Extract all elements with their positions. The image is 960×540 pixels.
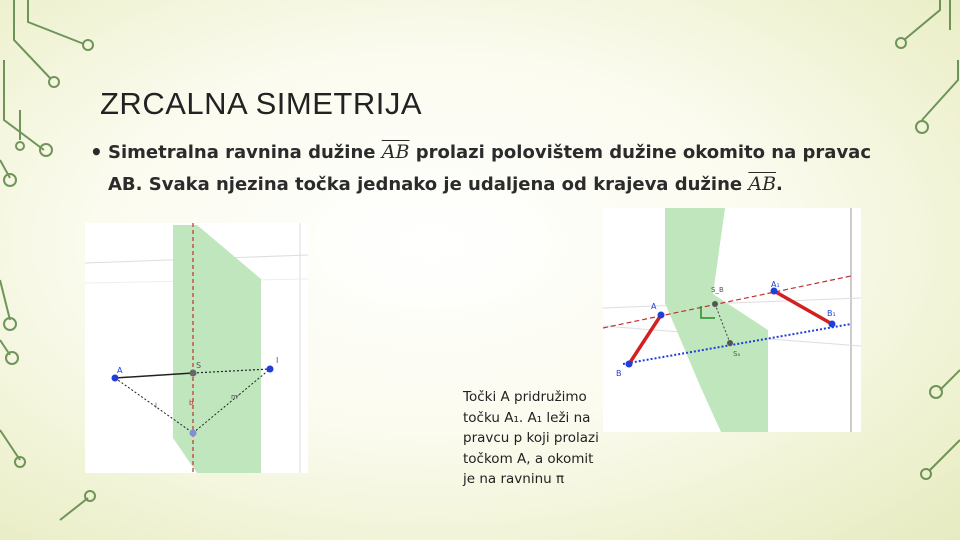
figure-right <box>603 208 861 432</box>
segment-ab: $\overline{AB}$ <box>748 173 777 195</box>
label-sa: Sₐ <box>733 350 741 358</box>
bullet-icon: • <box>90 140 103 164</box>
bullet-text: AB. Svaka njezina točka jednako je udaljena od krajeva dužine <box>108 174 749 195</box>
label-m: m' <box>231 393 240 401</box>
caption-line: točku A₁. A₁ leži na <box>463 409 591 426</box>
symmetry-plane <box>173 225 261 473</box>
slide-title: ZRCALNA SIMETRIJA <box>100 86 422 121</box>
figure-caption <box>463 387 613 490</box>
segment-ab: $\overline{AB}$ <box>381 141 410 163</box>
caption-line: pravcu p koji prolazi <box>463 430 599 446</box>
bullet-line-2 <box>108 168 783 201</box>
label-i: I <box>276 356 279 365</box>
label-l: l <box>155 402 157 410</box>
label-sb: S_B <box>711 286 724 294</box>
bullet-text: Simetralna ravnina dužine <box>108 142 382 163</box>
label-b: B <box>616 369 622 378</box>
symmetry-plane <box>665 208 768 432</box>
label-s: S <box>196 361 202 370</box>
label-a1: A₁ <box>771 280 780 289</box>
label-b1: B₁ <box>827 309 836 318</box>
caption-line: Točki A pridružimo <box>463 389 587 405</box>
caption-line: točkom A, a okomit <box>463 450 594 467</box>
bullet-line-1 <box>108 136 871 169</box>
figure-left <box>85 223 308 473</box>
caption-line: je na ravninu π <box>463 471 565 487</box>
label-a: A <box>651 302 657 311</box>
bullet-text: . <box>776 174 783 195</box>
label-b: b <box>189 399 194 407</box>
bullet-text: prolazi polovištem dužine okomito na pravac <box>409 142 871 163</box>
label-a: A <box>117 366 123 375</box>
